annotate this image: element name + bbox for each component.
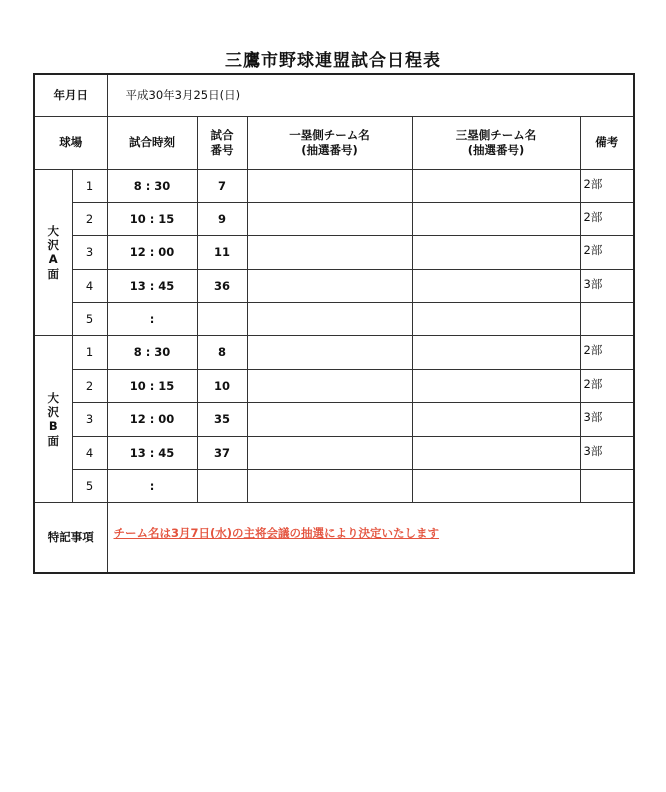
row-number: 5 bbox=[72, 303, 107, 336]
header-venue: 球場 bbox=[34, 116, 107, 169]
match-time: : bbox=[107, 470, 197, 503]
schedule-table bbox=[33, 73, 635, 574]
table-row bbox=[34, 303, 634, 336]
header-game-number: 試合 番号 bbox=[197, 116, 247, 169]
table-row bbox=[34, 336, 634, 369]
row-number: 3 bbox=[72, 236, 107, 269]
third-base-team bbox=[412, 336, 580, 369]
table-row bbox=[34, 269, 634, 302]
table-row bbox=[34, 369, 634, 402]
venue-name-char: 面 bbox=[47, 266, 59, 281]
header-notes: 備考 bbox=[580, 116, 634, 169]
note: 2部 bbox=[580, 236, 634, 269]
row-number: 1 bbox=[72, 336, 107, 369]
first-base-team bbox=[247, 303, 412, 336]
game-number: 11 bbox=[197, 236, 247, 269]
table-row bbox=[34, 436, 634, 469]
date-label: 年月日 bbox=[34, 74, 107, 116]
game-number: 36 bbox=[197, 269, 247, 302]
venue-name bbox=[34, 169, 72, 336]
game-number: 7 bbox=[197, 169, 247, 202]
special-label: 特記事項 bbox=[34, 503, 107, 573]
first-base-team bbox=[247, 403, 412, 436]
first-base-team bbox=[247, 436, 412, 469]
venue-name-char: 大 bbox=[47, 390, 59, 405]
game-number: 35 bbox=[197, 403, 247, 436]
note bbox=[580, 470, 634, 503]
venue-name-char: 沢 bbox=[47, 238, 59, 253]
row-number: 4 bbox=[72, 269, 107, 302]
row-number: 3 bbox=[72, 403, 107, 436]
match-time: 10 : 15 bbox=[107, 202, 197, 235]
game-number: 10 bbox=[197, 369, 247, 402]
game-number: 9 bbox=[197, 202, 247, 235]
header-row bbox=[34, 116, 634, 169]
venue-name-char: 沢 bbox=[47, 405, 59, 420]
match-time: 12 : 00 bbox=[107, 403, 197, 436]
table-row bbox=[34, 403, 634, 436]
match-time: 12 : 00 bbox=[107, 236, 197, 269]
match-time: : bbox=[107, 303, 197, 336]
venue-name-char: 大 bbox=[47, 223, 59, 238]
table-row bbox=[34, 169, 634, 202]
venue-name-char: 面 bbox=[47, 433, 59, 448]
first-base-team bbox=[247, 202, 412, 235]
first-base-team bbox=[247, 369, 412, 402]
note: 3部 bbox=[580, 403, 634, 436]
third-base-team bbox=[412, 403, 580, 436]
special-row bbox=[34, 503, 634, 573]
third-base-team bbox=[412, 470, 580, 503]
venue-name-char: B bbox=[48, 419, 58, 434]
third-base-team bbox=[412, 202, 580, 235]
header-time: 試合時刻 bbox=[107, 116, 197, 169]
row-number: 4 bbox=[72, 436, 107, 469]
note: 2部 bbox=[580, 202, 634, 235]
third-base-team bbox=[412, 269, 580, 302]
first-base-team bbox=[247, 236, 412, 269]
match-time: 10 : 15 bbox=[107, 369, 197, 402]
game-number: 8 bbox=[197, 336, 247, 369]
match-time: 13 : 45 bbox=[107, 269, 197, 302]
first-base-team bbox=[247, 470, 412, 503]
page-title: 三鷹市野球連盟試合日程表 bbox=[225, 51, 441, 71]
third-base-team bbox=[412, 303, 580, 336]
note: 3部 bbox=[580, 269, 634, 302]
third-base-team bbox=[412, 169, 580, 202]
note: 2部 bbox=[580, 169, 634, 202]
venue-rows bbox=[34, 169, 634, 503]
table-row bbox=[34, 236, 634, 269]
first-base-team bbox=[247, 336, 412, 369]
note bbox=[580, 303, 634, 336]
row-number: 1 bbox=[72, 169, 107, 202]
first-base-team bbox=[247, 269, 412, 302]
third-base-team bbox=[412, 236, 580, 269]
third-base-team bbox=[412, 436, 580, 469]
game-number bbox=[197, 470, 247, 503]
special-text: チーム名は3月7日(水)の主将会議の抽選により決定いたします bbox=[107, 503, 634, 573]
row-number: 2 bbox=[72, 369, 107, 402]
game-number bbox=[197, 303, 247, 336]
note: 3部 bbox=[580, 436, 634, 469]
table-row bbox=[34, 202, 634, 235]
first-base-team bbox=[247, 169, 412, 202]
game-number: 37 bbox=[197, 436, 247, 469]
venue-name-char: A bbox=[48, 252, 58, 267]
match-time: 8 : 30 bbox=[107, 169, 197, 202]
date-row bbox=[34, 74, 634, 116]
row-number: 5 bbox=[72, 470, 107, 503]
note: 2部 bbox=[580, 369, 634, 402]
table-row bbox=[34, 470, 634, 503]
header-first-base-team: 一塁側チーム名 (抽選番号) bbox=[247, 116, 412, 169]
match-time: 13 : 45 bbox=[107, 436, 197, 469]
venue-name bbox=[34, 336, 72, 503]
match-time: 8 : 30 bbox=[107, 336, 197, 369]
third-base-team bbox=[412, 369, 580, 402]
header-third-base-team: 三塁側チーム名 (抽選番号) bbox=[412, 116, 580, 169]
note: 2部 bbox=[580, 336, 634, 369]
row-number: 2 bbox=[72, 202, 107, 235]
date-value: 平成30年3月25日(日) bbox=[107, 74, 634, 116]
